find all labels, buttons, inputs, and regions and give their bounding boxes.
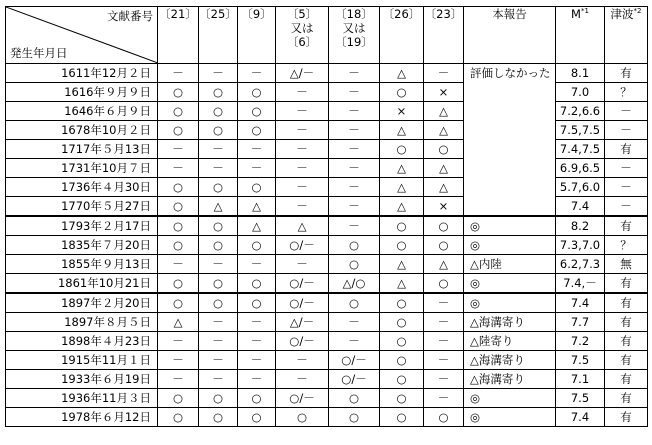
col-header-ref-5-or-6: 〔5〕 又は 〔6〕 <box>276 7 329 64</box>
evaluation-cell: ○ <box>380 236 424 255</box>
evaluation-cell: － <box>424 313 464 332</box>
evaluation-cell: ○ <box>380 83 424 102</box>
tsunami-cell: － <box>605 178 648 197</box>
evaluation-cell: △ <box>424 102 464 121</box>
magnitude-cell: 7.4,－ <box>556 274 605 294</box>
magnitude-cell: 7.1 <box>556 370 605 389</box>
tsunami-cell: 有 <box>605 64 648 83</box>
evaluation-cell: － <box>238 351 276 370</box>
evaluation-cell: － <box>329 313 380 332</box>
evaluation-cell: ○ <box>238 408 276 427</box>
evaluation-cell: － <box>329 83 380 102</box>
tsunami-cell: 有 <box>605 293 648 313</box>
tsunami-cell: － <box>605 197 648 217</box>
evaluation-cell: ○ <box>238 389 276 408</box>
magnitude-cell: 7.5 <box>556 389 605 408</box>
magnitude-cell: 6.9,6.5 <box>556 159 605 178</box>
date-cell: 1646年６月９日 <box>6 102 158 121</box>
evaluation-cell: ○ <box>329 255 380 274</box>
tsunami-cell: 有 <box>605 216 648 236</box>
evaluation-cell: ○/－ <box>276 389 329 408</box>
magnitude-cell: 7.7 <box>556 313 605 332</box>
report-not-evaluated-cell: 評価しなかった <box>464 64 556 217</box>
tsunami-cell: 有 <box>605 313 648 332</box>
evaluation-cell: × <box>424 83 464 102</box>
evaluation-cell: ○/－ <box>276 274 329 294</box>
evaluation-cell: ○ <box>158 389 199 408</box>
table-row <box>6 64 648 83</box>
evaluation-cell: － <box>276 197 329 217</box>
evaluation-cell: △ <box>238 197 276 217</box>
tsunami-cell: 有 <box>605 351 648 370</box>
tsunami-cell: 有 <box>605 274 648 294</box>
corner-header <box>6 7 158 64</box>
date-cell: 1855年９月13日 <box>6 255 158 274</box>
evaluation-cell: － <box>238 140 276 159</box>
magnitude-cell: 7.4 <box>556 293 605 313</box>
evaluation-cell: － <box>276 178 329 197</box>
table-row <box>6 351 648 370</box>
date-cell: 1835年７月20日 <box>6 236 158 255</box>
evaluation-cell: △ <box>199 197 238 217</box>
corner-label-date: 発生年月日 <box>10 46 68 60</box>
evaluation-cell: ○ <box>199 83 238 102</box>
evaluation-cell: － <box>199 332 238 351</box>
evaluation-cell: － <box>158 332 199 351</box>
evaluation-cell: ○ <box>329 236 380 255</box>
report-cell: ◎ <box>464 216 556 236</box>
evaluation-cell: ○ <box>238 236 276 255</box>
evaluation-cell: － <box>276 83 329 102</box>
evaluation-cell: ○ <box>380 293 424 313</box>
evaluation-cell: － <box>158 351 199 370</box>
magnitude-cell: 7.5 <box>556 351 605 370</box>
evaluation-cell: － <box>276 121 329 140</box>
evaluation-cell: ○ <box>380 332 424 351</box>
evaluation-cell: － <box>158 64 199 83</box>
evaluation-cell: － <box>329 216 380 236</box>
col-header-ref-25: 〔25〕 <box>199 7 238 64</box>
evaluation-cell: △ <box>238 216 276 236</box>
evaluation-cell: － <box>276 351 329 370</box>
evaluation-cell: ○ <box>238 102 276 121</box>
evaluation-cell: － <box>329 64 380 83</box>
evaluation-cell: ○ <box>424 140 464 159</box>
evaluation-cell: ○ <box>424 216 464 236</box>
evaluation-cell: － <box>424 293 464 313</box>
evaluation-cell: － <box>424 332 464 351</box>
evaluation-cell: ○ <box>158 121 199 140</box>
magnitude-cell: 7.4 <box>556 408 605 427</box>
evaluation-cell: ○ <box>380 408 424 427</box>
magnitude-cell: 7.4 <box>556 197 605 217</box>
evaluation-cell: △ <box>380 255 424 274</box>
evaluation-cell: △/－ <box>276 313 329 332</box>
tsunami-cell: ？ <box>605 236 648 255</box>
evaluation-cell: ○ <box>199 274 238 294</box>
table-row <box>6 236 648 255</box>
evaluation-cell: － <box>158 140 199 159</box>
col-header-ref-9: 〔9〕 <box>238 7 276 64</box>
evaluation-cell: － <box>329 121 380 140</box>
evaluation-cell: △ <box>424 121 464 140</box>
evaluation-cell: － <box>424 351 464 370</box>
evaluation-cell: ○ <box>158 236 199 255</box>
magnitude-cell: 7.2 <box>556 332 605 351</box>
evaluation-cell: － <box>238 255 276 274</box>
tsunami-cell: － <box>605 121 648 140</box>
earthquake-evaluation-table <box>5 6 648 427</box>
report-cell: ◎ <box>464 293 556 313</box>
report-cell: △陸寄り <box>464 332 556 351</box>
evaluation-cell: － <box>424 64 464 83</box>
col-header-this-report: 本報告 <box>464 7 556 64</box>
tsunami-cell: － <box>605 102 648 121</box>
evaluation-cell: △ <box>380 121 424 140</box>
evaluation-cell: △ <box>380 274 424 294</box>
date-cell: 1731年10月７日 <box>6 159 158 178</box>
table-row <box>6 216 648 236</box>
table-body <box>6 64 648 427</box>
evaluation-cell: ○ <box>238 121 276 140</box>
evaluation-cell: － <box>276 140 329 159</box>
evaluation-cell: － <box>276 255 329 274</box>
evaluation-cell: － <box>238 370 276 389</box>
magnitude-cell: 7.2,6.6 <box>556 102 605 121</box>
table-row <box>6 313 648 332</box>
evaluation-cell: ○ <box>424 236 464 255</box>
evaluation-cell: ○ <box>199 102 238 121</box>
evaluation-cell: ○ <box>158 197 199 217</box>
date-cell: 1898年４月23日 <box>6 332 158 351</box>
evaluation-cell: ○ <box>158 216 199 236</box>
evaluation-cell: △ <box>424 255 464 274</box>
tsunami-cell: ？ <box>605 83 648 102</box>
tsunami-cell: 有 <box>605 389 648 408</box>
table-row <box>6 293 648 313</box>
evaluation-cell: － <box>238 159 276 178</box>
evaluation-cell: － <box>329 178 380 197</box>
evaluation-cell: △ <box>380 64 424 83</box>
evaluation-cell: ○ <box>199 121 238 140</box>
evaluation-cell: － <box>199 255 238 274</box>
table-row <box>6 255 648 274</box>
evaluation-cell: ○ <box>158 102 199 121</box>
date-cell: 1793年２月17日 <box>6 216 158 236</box>
evaluation-cell: × <box>424 197 464 217</box>
magnitude-cell: 7.3,7.0 <box>556 236 605 255</box>
tsunami-cell: 有 <box>605 408 648 427</box>
report-cell: ◎ <box>464 408 556 427</box>
evaluation-cell: － <box>158 370 199 389</box>
evaluation-cell: ○ <box>380 389 424 408</box>
evaluation-cell: ○ <box>380 313 424 332</box>
evaluation-cell: ○ <box>329 389 380 408</box>
evaluation-cell: ○/－ <box>276 236 329 255</box>
evaluation-cell: － <box>329 197 380 217</box>
col-header-magnitude: $M^{*1}$ <box>556 7 605 64</box>
evaluation-cell: － <box>199 140 238 159</box>
table-row <box>6 370 648 389</box>
evaluation-cell: ○ <box>158 408 199 427</box>
evaluation-cell: ○ <box>380 216 424 236</box>
evaluation-cell: △ <box>380 197 424 217</box>
table-row <box>6 274 648 294</box>
evaluation-cell: ○ <box>199 389 238 408</box>
evaluation-cell: － <box>424 389 464 408</box>
col-header-ref-26: 〔26〕 <box>380 7 424 64</box>
evaluation-cell: △ <box>380 159 424 178</box>
evaluation-cell: － <box>276 370 329 389</box>
evaluation-cell: － <box>238 332 276 351</box>
header-row <box>6 7 648 64</box>
evaluation-cell: ○ <box>158 293 199 313</box>
date-cell: 1736年４月30日 <box>6 178 158 197</box>
magnitude-cell: 8.2 <box>556 216 605 236</box>
evaluation-cell: ○ <box>238 274 276 294</box>
table-row <box>6 389 648 408</box>
date-cell: 1933年６月19日 <box>6 370 158 389</box>
report-cell: △内陸 <box>464 255 556 274</box>
corner-label-ref-number: 文献番号 <box>107 9 153 23</box>
col-header-tsunami: 津波$^{*2}$ <box>605 7 648 64</box>
magnitude-cell: 7.0 <box>556 83 605 102</box>
evaluation-cell: － <box>199 370 238 389</box>
evaluation-cell: ○ <box>199 216 238 236</box>
evaluation-cell: － <box>199 313 238 332</box>
evaluation-cell: － <box>199 159 238 178</box>
magnitude-cell: 7.4,7.5 <box>556 140 605 159</box>
evaluation-cell: － <box>424 370 464 389</box>
table-row <box>6 408 648 427</box>
evaluation-cell: － <box>276 102 329 121</box>
evaluation-cell: ○/－ <box>276 332 329 351</box>
evaluation-cell: － <box>329 140 380 159</box>
evaluation-cell: ○ <box>238 293 276 313</box>
date-cell: 1978年６月12日 <box>6 408 158 427</box>
magnitude-cell: 6.2,7.3 <box>556 255 605 274</box>
report-cell: ◎ <box>464 236 556 255</box>
date-cell: 1915年11月１日 <box>6 351 158 370</box>
evaluation-cell: － <box>329 332 380 351</box>
evaluation-cell: － <box>276 159 329 178</box>
evaluation-cell: － <box>158 159 199 178</box>
evaluation-cell: ○ <box>199 293 238 313</box>
evaluation-cell: － <box>238 313 276 332</box>
evaluation-cell: △ <box>424 178 464 197</box>
date-cell: 1717年５月13日 <box>6 140 158 159</box>
evaluation-cell: ○ <box>199 408 238 427</box>
evaluation-cell: ○ <box>158 274 199 294</box>
date-cell: 1897年２月20日 <box>6 293 158 313</box>
evaluation-cell: ○/－ <box>329 370 380 389</box>
report-cell: △海溝寄り <box>464 351 556 370</box>
magnitude-cell: 8.1 <box>556 64 605 83</box>
evaluation-cell: ○/－ <box>329 351 380 370</box>
date-cell: 1611年12月２日 <box>6 64 158 83</box>
evaluation-cell: ○ <box>158 178 199 197</box>
evaluation-cell: △ <box>380 178 424 197</box>
evaluation-cell: ○ <box>329 408 380 427</box>
magnitude-cell: 5.7,6.0 <box>556 178 605 197</box>
evaluation-cell: × <box>380 102 424 121</box>
evaluation-cell: － <box>238 64 276 83</box>
tsunami-cell: 有 <box>605 370 648 389</box>
tsunami-cell: － <box>605 159 648 178</box>
tsunami-cell: 有 <box>605 332 648 351</box>
evaluation-cell: △/○ <box>329 274 380 294</box>
evaluation-cell: ○ <box>199 178 238 197</box>
date-cell: 1678年10月２日 <box>6 121 158 140</box>
evaluation-cell: ○ <box>380 370 424 389</box>
evaluation-cell: ○ <box>158 83 199 102</box>
evaluation-cell: ○ <box>380 140 424 159</box>
evaluation-cell: ○ <box>276 408 329 427</box>
evaluation-cell: △ <box>424 159 464 178</box>
evaluation-cell: △/－ <box>276 64 329 83</box>
evaluation-cell: － <box>199 351 238 370</box>
magnitude-cell: 7.5,7.5 <box>556 121 605 140</box>
report-cell: △海溝寄り <box>464 313 556 332</box>
evaluation-cell: ○ <box>329 293 380 313</box>
evaluation-cell: ○ <box>380 351 424 370</box>
table-container <box>5 6 648 427</box>
evaluation-cell: － <box>199 64 238 83</box>
report-cell: ◎ <box>464 389 556 408</box>
tsunami-cell: 無 <box>605 255 648 274</box>
date-cell: 1616年９月９日 <box>6 83 158 102</box>
col-header-ref-18-or-19: 〔18〕 又は 〔19〕 <box>329 7 380 64</box>
col-header-ref-23: 〔23〕 <box>424 7 464 64</box>
evaluation-cell: ○ <box>424 274 464 294</box>
evaluation-cell: ○ <box>199 236 238 255</box>
evaluation-cell: △ <box>276 216 329 236</box>
tsunami-cell: 有 <box>605 140 648 159</box>
evaluation-cell: － <box>158 255 199 274</box>
date-cell: 1770年５月27日 <box>6 197 158 217</box>
report-cell: ◎ <box>464 274 556 294</box>
evaluation-cell: ○/－ <box>276 293 329 313</box>
table-row <box>6 332 648 351</box>
date-cell: 1936年11月３日 <box>6 389 158 408</box>
evaluation-cell: △ <box>158 313 199 332</box>
date-cell: 1897年８月５日 <box>6 313 158 332</box>
evaluation-cell: ○ <box>424 408 464 427</box>
evaluation-cell: － <box>329 159 380 178</box>
date-cell: 1861年10月21日 <box>6 274 158 294</box>
evaluation-cell: － <box>329 102 380 121</box>
evaluation-cell: ○ <box>238 83 276 102</box>
report-cell: △海溝寄り <box>464 370 556 389</box>
evaluation-cell: ○ <box>238 178 276 197</box>
col-header-ref-21: 〔21〕 <box>158 7 199 64</box>
